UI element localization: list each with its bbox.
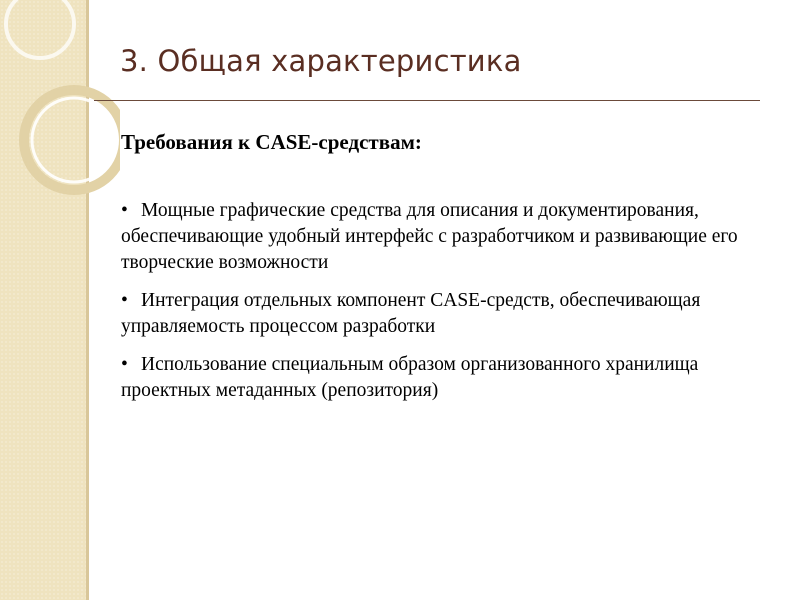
bullet-icon: • (121, 354, 128, 375)
decorative-rings (0, 0, 120, 220)
ring-top (6, 0, 74, 58)
bullet-icon: • (121, 290, 128, 311)
slide-subtitle: Требования к CASE-средствам: (121, 130, 422, 154)
slide-title: 3. Общая характеристика (120, 44, 522, 78)
bullet-item (121, 198, 761, 276)
bullet-icon: • (121, 200, 128, 221)
bullet-text: Использование специальным образом организованного хранилища проектных метаданных (репозитория) (121, 354, 699, 401)
ring-inner (32, 98, 116, 182)
bullet-item (121, 288, 761, 340)
bullet-item (121, 352, 761, 404)
bullet-text: Интеграция отдельных компонент CASE-средств, обеспечивающая управляемость процессом разработки (121, 290, 701, 337)
ring-middle (24, 90, 120, 190)
title-divider (94, 100, 760, 101)
bullet-text: Мощные графические средства для описания и документирования, обеспечивающие удобный интерфейс с разработчиком и развивающие его творческие возможности (121, 200, 738, 273)
bullet-list (121, 198, 761, 416)
